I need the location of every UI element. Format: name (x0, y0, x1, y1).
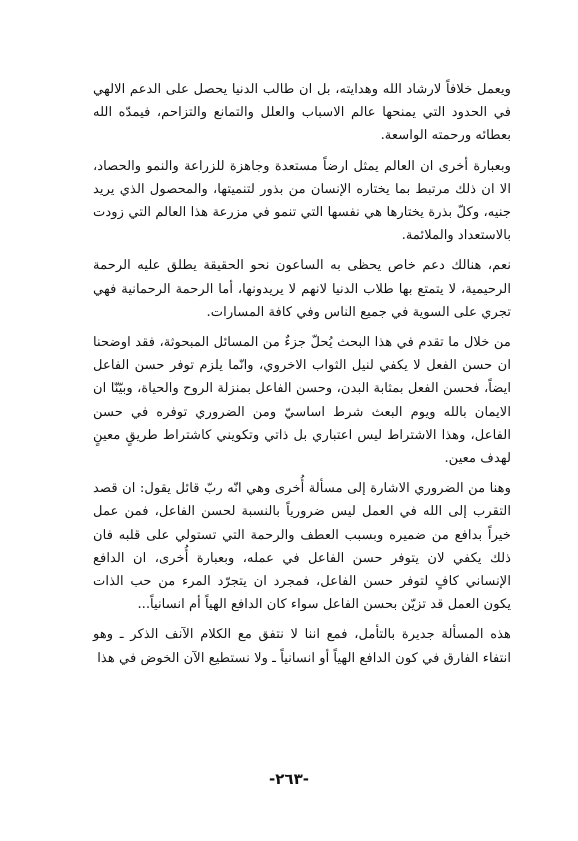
paragraph-4: من خلال ما تقدم في هذا البحث يُحلّ جزءٌ من المسائل المبحوثة، فقد اوضحنا ان حسن الفعل لا يكفي لنيل الثواب الاخروي، وانّما يلزم توفر حسن الفاعل ايضاً، فحسن الفعل بمثابة البدن، وحسن الفاعل بمنزلة الروح والحياة، وبيّنّا ان الايمان بالله ويوم البعث شرط اساسيّ ومن الضروري توفره في حسن الفاعل، وهذا الاشتراط ليس اعتباري بل ذاتي وتكويني كاشتراط طريقٍ معينٍ لهدف معين. (93, 335, 511, 467)
paragraph-1: ويعمل خلافاً لارشاد الله وهدايته، بل ان طالب الدنيا يحصل على الدعم الالهي في الحدود التي يمنحها عالم الاسباب والعلل والتمانع والتزاحم، فيمدّه الله بعطائه ورحمته الواسعة. (93, 82, 511, 144)
paragraph-3: نعم، هنالك دعم خاص يحظى به الساعون نحو الحقيقة يطلق عليه الرحمة الرحيمية، لا يتمتع بها طلاب الدنيا لانهم لا يريدونها، أما الرحمة الرحمانية فهي تجري على السوية في جميع الناس وفي كافة المسارات. (93, 258, 511, 320)
paragraph-6: هذه المسألة جديرة بالتأمل، فمع اننا لا نتفق مع الكلام الآنف الذكر ـ وهو انتفاء الفارق في كون الدافع الهياً أو انسانياً ـ ولا نستطيع الآن الخوض في هذا (93, 627, 511, 666)
page-number: -٢٦٣- (269, 770, 309, 788)
body-text (93, 78, 511, 677)
paragraph-5: وهنا من الضروري الاشارة إلى مسألة أُخرى وهي انّه ربّ قائل يقول: ان قصد التقرب إلى الله في العمل ليس ضرورياً بالنسبة لحسن الفاعل، فمن عمل خيراً بدافع من ضميره وبسبب العطف والرحمة التي تستولي على قلبه فان ذلك يكفي لان يتوفر حسن الفاعل في عمله، وبعبارة أُخرى، ان الدافع الإنساني كافٍ لتوفر حسن الفاعل، فمجرد ان يتجرّد المرء من حب الذات يكون العمل قد تزيّن بحسن الفاعل سواء كان الدافع الهياً أم انسانياً... (93, 481, 511, 613)
paragraph-2: وبعبارة أخرى ان العالم يمثل ارضاً مستعدة وجاهزة للزراعة والنمو والحصاد، الا ان ذلك مرتبط بما يختاره الإنسان من بذور لتنميتها، والمحصول الذي يريد جنيه، وكلّ بذرة يختارها هي نفسها التي تنمو في مزرعة هذا العالم التي زودت بالاستعداد والملائمة. (93, 158, 511, 244)
